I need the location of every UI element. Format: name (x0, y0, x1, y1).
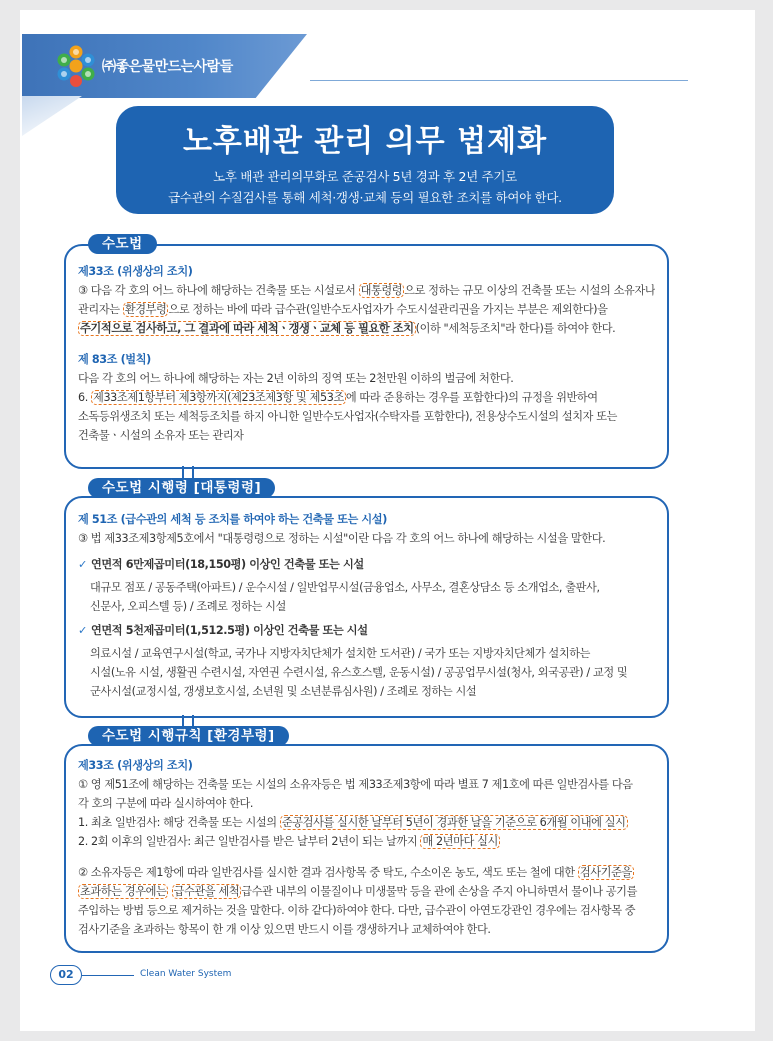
highlight-ministry-ordinance: 환경부령 (124, 303, 167, 316)
highlight-inspection-criteria: 검사기준을 (579, 866, 632, 879)
highlight-biennial-inspection: 매 2년마다 실시 (422, 835, 498, 848)
article-text-line: 군사시설(교정시설, 갱생보호시설, 소년원 및 소년분류심사원) / 조례로 정하는 시설 (90, 685, 477, 698)
page-title: 노후배관 관리 의무 법제화 (182, 124, 548, 159)
highlight-pipe-cleaning: 급수관을 세척 (173, 885, 240, 898)
article-text-line: ③ 다음 각 호의 어느 하나에 해당하는 건축물 또는 시설로서 대통령령 으로 정하는 규모 이상의 건축물 또는 시설의 소유자나 (78, 284, 655, 297)
footer-label: Clean Water System (140, 969, 232, 979)
article-text-line: ③ 법 제33조제3항제5호에서 "대통령령으로 정하는 시설"이란 다음 각 호의 어느 하나에 해당하는 시설을 말한다. (78, 532, 606, 545)
article-text-line: ① 영 제51조에 해당하는 건축물 또는 시설의 소유자등은 법 제33조제3항에 따라 별표 7 제1호에 따른 일반검사를 다음 (78, 778, 633, 791)
article-text-line: 신문사, 오피스텔 등) / 조례로 정하는 시설 (90, 600, 286, 613)
check-icon: ✓ (78, 558, 87, 571)
section-tag-enforcement-rules: 수도법 시행규칙 [환경부령] (88, 726, 289, 746)
highlight-article-ref: 제33조제1항부터 제3항까지(제23조제3항 및 제53조 (93, 391, 344, 404)
article-text-line: 2. 2회 이후의 일반검사: 최근 일반검사를 받은 날부터 2년이 되는 날까지 매 2년마다 실시 (78, 835, 498, 848)
header-divider (310, 80, 688, 81)
article-text-line: ② 소유자등은 제1항에 따라 일반검사를 실시한 결과 검사항목 중 탁도, 수소이온 농도, 색도 또는 철에 대한 검사기준을 (78, 866, 632, 879)
banner-line-1: 노후 배관 관리의무화로 준공검사 5년 경과 후 2년 주기로 (213, 169, 517, 184)
criteria-item-1: ✓ 연면적 6만제곱미터(18,150평) 이상인 건축물 또는 시설 (78, 558, 364, 571)
highlight-presidential-decree: 대통령령 (360, 284, 403, 297)
criteria-item-2: ✓ 연면적 5천제곱미터(1,512.5평) 이상인 건축물 또는 시설 (78, 624, 368, 637)
article-text-line: 주기적으로 검사하고, 그 결과에 따라 세척ㆍ갱생ㆍ교체 등 필요한 조치 (이하 "세척등조치"라 한다)를 하여야 한다. (80, 322, 616, 335)
article-text-line: 1. 최초 일반검사: 해당 건축물 또는 시설의 준공검사를 실시한 날부터 5년이 경과한 날을 기준으로 6개월 이내에 실시 (78, 816, 626, 829)
section-enforcement-decree (64, 496, 669, 718)
article-text-line: 각 호의 구분에 따라 실시하여야 한다. (78, 797, 254, 810)
highlight-periodic-inspection: 주기적으로 검사하고, 그 결과에 따라 세척ㆍ갱생ㆍ교체 등 필요한 조치 (80, 322, 414, 335)
highlight-first-inspection: 준공검사를 실시한 날부터 5년이 경과한 날을 기준으로 6개월 이내에 실시 (281, 816, 626, 829)
article-text-line: 시설(노유 시설, 생활권 수련시설, 자연권 수련시설, 유스호스텔, 운동시설) / 공공업무시설(청사, 외국공관) / 교정 및 (90, 666, 628, 679)
highlight-exceeds: 초과하는 경우에는 (80, 885, 167, 898)
company-name: ㈜좋은물만드는사람들 (102, 59, 233, 75)
section-water-act (64, 244, 669, 469)
article-51-title: 제 51조 (급수관의 세척 등 조치를 하여야 하는 건축물 또는 시설) (78, 513, 387, 526)
article-33-title: 제33조 (위생상의 조치) (78, 265, 193, 278)
company-logo-icon (54, 44, 98, 88)
article-text-line: 소독등위생조치 또는 세척등조치를 하지 아니한 일반수도사업자(수탁자를 포함한다), 전용상수도시설의 설치자 또는 (78, 410, 618, 423)
article-text-line: 대규모 점포 / 공동주택(아파트) / 운수시설 / 일반업무시설(금융업소, 사무소, 결혼상담소 등 소개업소, 출판사, (90, 581, 600, 594)
check-icon: ✓ (78, 624, 87, 637)
banner-line-2: 급수관의 수질검사를 통해 세척·갱생·교체 등의 필요한 조치를 하여야 한다. (168, 190, 562, 205)
article-text-line: 검사기준을 초과하는 항목이 한 개 이상 있으면 반드시 이를 갱생하거나 교체하여야 한다. (78, 923, 491, 936)
section-tag-enforcement-decree: 수도법 시행령 [대통령령] (88, 478, 275, 498)
article-text-line: 건축물ㆍ시설의 소유자 또는 관리자 (78, 429, 244, 442)
article-text-line: 관리자는 환경부령 으로 정하는 바에 따라 급수관(일반수도사업자가 수도시설관리권을 가지는 부분은 제외한다)을 (78, 303, 608, 316)
article-text-line: 초과하는 경우에는 급수관을 세척 급수관 내부의 이물질이나 미생물막 등을 관에 손상을 주지 아니하면서 물이나 공기를 (80, 885, 638, 898)
footer-divider (82, 975, 134, 976)
article-text-line: 주입하는 방법 등으로 제거하는 것을 말한다. 이하 같다)하여야 한다. 다만, 급수관이 아연도강관인 경우에는 검사항목 중 (78, 904, 636, 917)
section-enforcement-rules (64, 744, 669, 953)
title-banner (116, 106, 614, 214)
page-number: 02 (50, 965, 82, 985)
article-text-line: 다음 각 호의 어느 하나에 해당하는 자는 2년 이하의 징역 또는 2천만원 이하의 벌금에 처한다. (78, 372, 514, 385)
article-text-line: 의료시설 / 교육연구시설(학교, 국가나 지방자치단체가 설치한 도서관) / 국가 또는 지방자치단체가 설치하는 (90, 647, 591, 660)
article-33-rules-title: 제33조 (위생상의 조치) (78, 759, 193, 772)
article-text-line: 6. 제33조제1항부터 제3항까지(제23조제3항 및 제53조 에 따라 준용하는 경우를 포함한다)의 규정을 위반하여 (78, 391, 598, 404)
section-tag-water-act: 수도법 (88, 234, 157, 254)
article-83-title: 제 83조 (벌칙) (78, 353, 151, 366)
